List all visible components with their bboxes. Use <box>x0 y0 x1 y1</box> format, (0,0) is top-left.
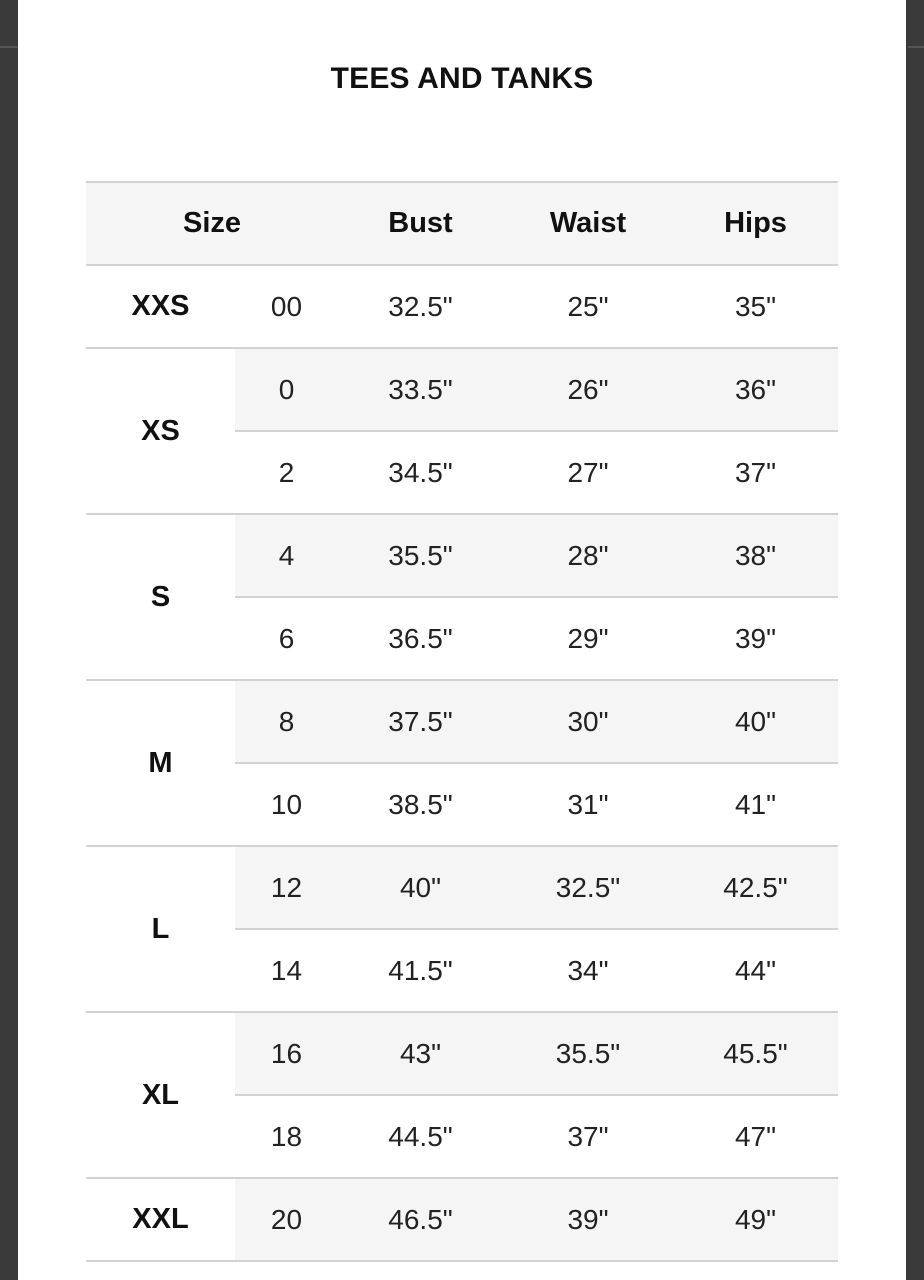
waist-value: 26" <box>503 348 673 431</box>
header-waist: Waist <box>503 182 673 265</box>
table-row <box>86 680 838 763</box>
bust-value: 43" <box>338 1012 503 1095</box>
waist-value: 39" <box>503 1178 673 1261</box>
size-label-l: L <box>86 846 235 1012</box>
header-size: Size <box>86 182 338 265</box>
waist-value: 31" <box>503 763 673 846</box>
bust-value: 36.5" <box>338 597 503 680</box>
hips-value: 41" <box>673 763 838 846</box>
bust-value: 34.5" <box>338 431 503 514</box>
bust-value: 33.5" <box>338 348 503 431</box>
bust-value: 44.5" <box>338 1095 503 1178</box>
table-row <box>86 1012 838 1095</box>
hips-value: 37" <box>673 431 838 514</box>
waist-value: 37" <box>503 1095 673 1178</box>
table-header-row <box>86 182 838 265</box>
table-row <box>86 348 838 431</box>
table-row <box>86 1178 838 1261</box>
size-label-s: S <box>86 514 235 680</box>
waist-value: 25" <box>503 265 673 348</box>
hips-value: 40" <box>673 680 838 763</box>
hips-value: 49" <box>673 1178 838 1261</box>
bust-value: 32.5" <box>338 265 503 348</box>
size-label-xs: XS <box>86 348 235 514</box>
waist-value: 34" <box>503 929 673 1012</box>
size-label-m: M <box>86 680 235 846</box>
size-label-xl: XL <box>86 1012 235 1178</box>
waist-value: 27" <box>503 431 673 514</box>
background-divider-left <box>0 46 18 48</box>
numeric-size: 8 <box>235 680 338 763</box>
waist-value: 29" <box>503 597 673 680</box>
numeric-size: 6 <box>235 597 338 680</box>
hips-value: 38" <box>673 514 838 597</box>
hips-value: 45.5" <box>673 1012 838 1095</box>
hips-value: 44" <box>673 929 838 1012</box>
numeric-size: 2 <box>235 431 338 514</box>
waist-value: 28" <box>503 514 673 597</box>
header-bust: Bust <box>338 182 503 265</box>
bust-value: 41.5" <box>338 929 503 1012</box>
numeric-size: 10 <box>235 763 338 846</box>
numeric-size: 20 <box>235 1178 338 1261</box>
bust-value: 37.5" <box>338 680 503 763</box>
table-row <box>86 265 838 348</box>
size-label-xxl: XXL <box>86 1178 235 1261</box>
numeric-size: 4 <box>235 514 338 597</box>
size-table <box>86 181 838 1262</box>
numeric-size: 16 <box>235 1012 338 1095</box>
hips-value: 39" <box>673 597 838 680</box>
bust-value: 35.5" <box>338 514 503 597</box>
waist-value: 35.5" <box>503 1012 673 1095</box>
numeric-size: 18 <box>235 1095 338 1178</box>
bust-value: 46.5" <box>338 1178 503 1261</box>
background-divider-right <box>908 46 924 48</box>
hips-value: 36" <box>673 348 838 431</box>
hips-value: 42.5" <box>673 846 838 929</box>
bust-value: 40" <box>338 846 503 929</box>
size-label-xxs: XXS <box>86 265 235 348</box>
numeric-size: 14 <box>235 929 338 1012</box>
table-row <box>86 846 838 929</box>
hips-value: 47" <box>673 1095 838 1178</box>
numeric-size: 0 <box>235 348 338 431</box>
waist-value: 30" <box>503 680 673 763</box>
header-hips: Hips <box>673 182 838 265</box>
table-row <box>86 514 838 597</box>
bust-value: 38.5" <box>338 763 503 846</box>
numeric-size: 00 <box>235 265 338 348</box>
size-chart-panel <box>18 0 906 1280</box>
numeric-size: 12 <box>235 846 338 929</box>
hips-value: 35" <box>673 265 838 348</box>
waist-value: 32.5" <box>503 846 673 929</box>
page-title: TEES AND TANKS <box>330 62 594 95</box>
